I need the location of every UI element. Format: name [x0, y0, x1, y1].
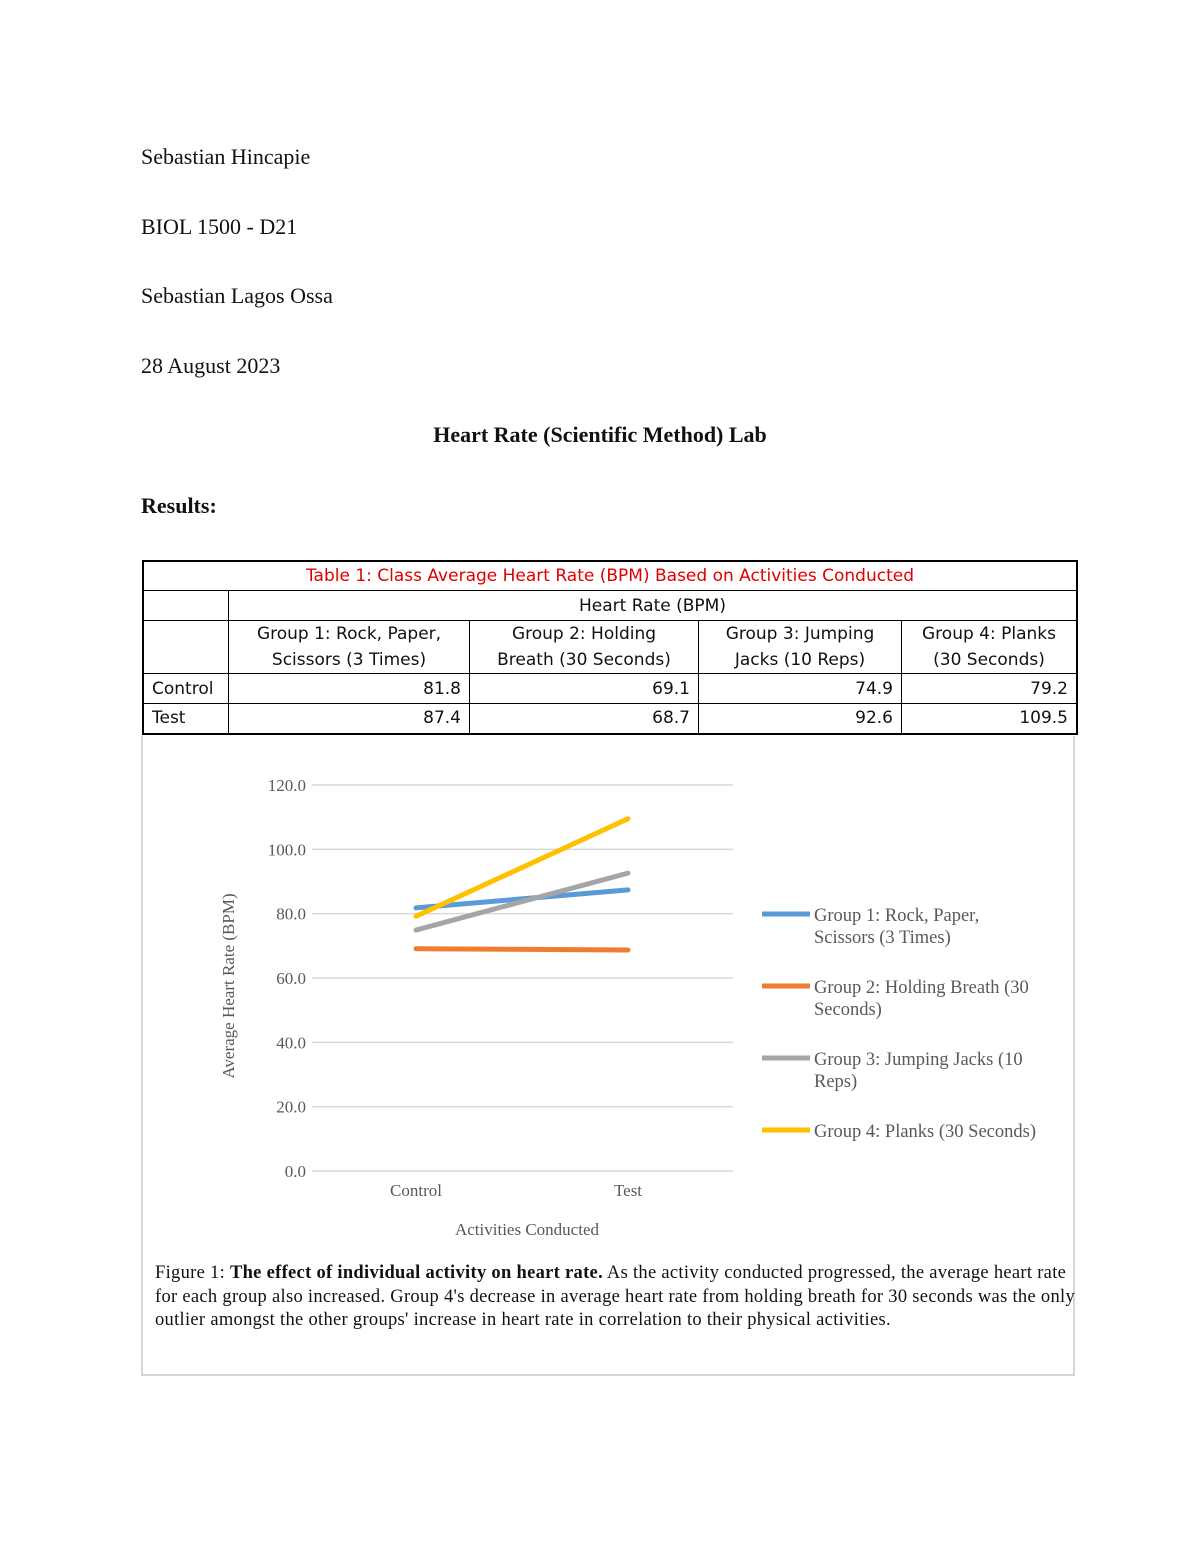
table-cell: 74.9 — [699, 674, 902, 704]
legend-label: Group 4: Planks (30 Seconds) — [814, 1122, 1036, 1142]
y-tick-label: 40.0 — [276, 1033, 306, 1053]
y-tick-label: 20.0 — [276, 1097, 306, 1117]
report-date: 28 August 2023 — [141, 353, 281, 378]
group-header: Group 4: Planks (30 Seconds) — [902, 621, 1078, 674]
y-axis-title: Average Heart Rate (BPM) — [219, 893, 238, 1079]
figure-caption — [155, 1262, 1080, 1333]
instructor-name: Sebastian Lagos Ossa — [141, 283, 333, 308]
page-title: Heart Rate (Scientific Method) Lab — [433, 422, 767, 447]
legend-label: Scissors (3 Times) — [814, 928, 951, 948]
table-cell: 92.6 — [699, 704, 902, 734]
course-code: BIOL 1500 - D21 — [141, 214, 298, 239]
figure-label: Figure 1: — [155, 1263, 230, 1283]
table-caption: Table 1: Class Average Heart Rate (BPM) Based on Activities Conducted — [143, 561, 1077, 591]
legend-label: Seconds) — [814, 1000, 882, 1020]
table-cell: 69.1 — [470, 674, 699, 704]
y-tick-label: 0.0 — [284, 1162, 306, 1181]
figure-text: As the activity conducted progressed, the average heart rate for each group also increased. Group 4's decrease in average heart rate from holding breath for 30 seconds was the only outlier amongst the other groups' increase in heart rate in correlation to their physical activities. — [155, 1263, 1076, 1330]
table-cell: 79.2 — [902, 674, 1078, 704]
legend-label: Reps) — [814, 1072, 858, 1092]
table-cell: 109.5 — [902, 704, 1078, 734]
x-tick-label: Test — [613, 1181, 643, 1200]
legend-label: Group 3: Jumping Jacks (10 — [814, 1050, 1023, 1070]
group-header: Group 3: Jumping Jacks (10 Reps) — [699, 621, 902, 674]
row-label: Control — [143, 674, 229, 704]
legend-label: Group 2: Holding Breath (30 — [814, 978, 1029, 998]
row-label: Test — [143, 704, 229, 734]
y-tick-label: 100.0 — [267, 840, 306, 860]
y-tick-label: 60.0 — [276, 969, 306, 988]
table-cell: 81.8 — [229, 674, 470, 704]
y-tick-label: 120.0 — [267, 776, 306, 795]
group-header: Group 2: Holding Breath (30 Seconds) — [470, 621, 699, 674]
series-line-group-2 — [416, 949, 628, 950]
student-name: Sebastian Hincapie — [141, 144, 311, 169]
heart-rate-span-header: Heart Rate (BPM) — [229, 591, 1078, 621]
y-tick-label: 80.0 — [276, 904, 306, 924]
x-axis-title: Activities Conducted — [454, 1220, 600, 1239]
table-cell: 68.7 — [470, 704, 699, 734]
figure-bold-title: The effect of individual activity on heart rate. — [229, 1263, 603, 1283]
results-heading: Results: — [141, 493, 217, 518]
group-header: Group 1: Rock, Paper, Scissors (3 Times) — [229, 621, 470, 674]
table-cell: 87.4 — [229, 704, 470, 734]
x-tick-label: Control — [390, 1181, 442, 1200]
legend-label: Group 1: Rock, Paper, — [814, 906, 980, 926]
